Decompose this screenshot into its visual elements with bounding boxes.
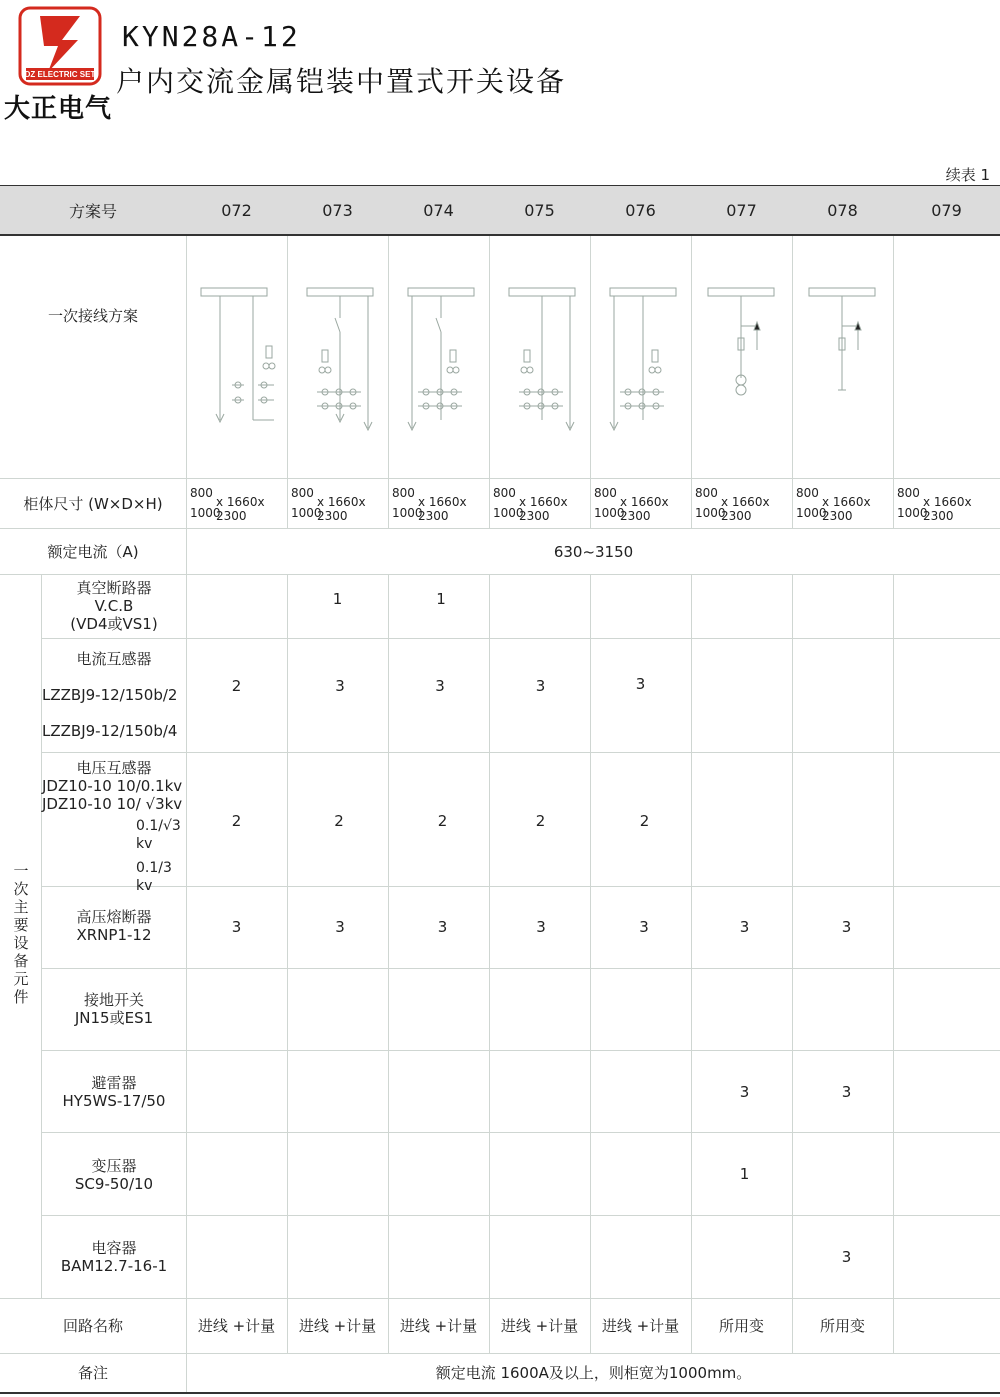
vt-076: 2 (639, 812, 650, 830)
vcb-073: 1 (332, 590, 343, 608)
arrester-078: 3 (841, 1083, 852, 1101)
table-bottom-rule (0, 1392, 1000, 1394)
ct-072: 2 (231, 677, 242, 695)
vt-075: 2 (535, 812, 546, 830)
product-model: KYN28A-12 (122, 20, 301, 53)
vcb-074: 1 (436, 590, 446, 608)
spec-capacitor: 电容器 BAM12.7-16-1 (60, 1239, 168, 1275)
wiring-diagram-078 (792, 240, 893, 476)
circuit-073: 进线 +计量 (298, 1317, 377, 1335)
transformer-077: 1 (739, 1165, 750, 1183)
current-value: 630~3150 (553, 542, 634, 561)
fuse-075: 3 (536, 918, 546, 936)
size-cell: 800 1000 x 1660x 2300 (190, 486, 265, 523)
header-scheme-078: 078 (827, 200, 858, 220)
size-cell: 800 1000 x 1660x 2300 (291, 486, 366, 523)
product-title: 户内交流金属铠装中置式开关设备 (116, 65, 567, 98)
wiring-diagram-074 (388, 240, 489, 476)
spec-transformer: 变压器 SC9-50/10 (74, 1157, 154, 1193)
grid-hline (0, 478, 1000, 479)
wiring-diagram-076 (590, 240, 691, 476)
size-cell: 800 1000 x 1660x 2300 (493, 486, 568, 523)
remark-label: 备注 (77, 1364, 108, 1382)
ct-074: 3 (435, 677, 445, 695)
fuse-073: 3 (335, 918, 345, 936)
spec-arrester: 避雷器 HY5WS-17/50 (62, 1074, 166, 1110)
ct-076: 3 (635, 675, 646, 693)
spec-ct: 电流互感器 LZZBJ9-12/150b/2 LZZBJ9-12/150b/4 (42, 650, 178, 740)
fuse-074: 3 (437, 918, 448, 936)
header-scheme-072: 072 (221, 200, 252, 220)
header-scheme-076: 076 (625, 200, 656, 220)
logo-label: DZ ELECTRIC SET (24, 70, 96, 79)
wiring-diagram-077 (691, 240, 792, 476)
arrester-077: 3 (739, 1083, 750, 1101)
circuit-076: 进线 +计量 (601, 1317, 680, 1335)
header-scheme-075: 075 (524, 200, 555, 220)
header-scheme-label: 方案号 (68, 201, 117, 221)
header-scheme-073: 073 (322, 200, 353, 220)
continuation-label: 续表 1 (945, 166, 990, 184)
circuit-077: 所用变 (718, 1317, 764, 1335)
circuit-072: 进线 +计量 (197, 1317, 276, 1335)
spec-fuse: 高压熔断器 XRNP1-12 (76, 908, 152, 944)
size-cell: 800 1000 x 1660x 2300 (695, 486, 770, 523)
equipment-group-label: 一次主要设备元件 (13, 862, 29, 1006)
circuit-075: 进线 +计量 (500, 1317, 579, 1335)
ct-075: 3 (535, 677, 546, 695)
size-cell: 800 1000 x 1660x 2300 (796, 486, 871, 523)
spec-vt: 电压互感器 JDZ10-10 10/0.1kv JDZ10-10 10/ √3kv 0.1/√3 kv 0.1/3 kv (42, 759, 183, 894)
ct-073: 3 (335, 677, 345, 695)
vt-072: 2 (231, 812, 242, 830)
vt-074: 2 (437, 812, 448, 830)
fuse-078: 3 (841, 918, 852, 936)
fuse-077: 3 (739, 918, 750, 936)
brand-name: 大正电气 (4, 94, 113, 124)
size-cell: 800 1000 x 1660x 2300 (392, 486, 467, 523)
company-logo (18, 6, 102, 86)
header-scheme-079: 079 (931, 200, 962, 220)
spec-vcb: 真空断路器 V.C.B (VD4或VS1) (70, 579, 158, 633)
size-cell: 800 1000 x 1660x 2300 (594, 486, 669, 523)
header-scheme-074: 074 (423, 200, 454, 220)
circuit-label: 回路名称 (62, 1317, 123, 1335)
header-scheme-077: 077 (726, 200, 757, 220)
wiring-diagram-072 (186, 240, 287, 476)
vt-073: 2 (334, 812, 344, 830)
fuse-076: 3 (639, 918, 649, 936)
capacitor-078: 3 (841, 1248, 852, 1266)
size-cell: 800 1000 x 1660x 2300 (897, 486, 972, 523)
spec-earthing-switch: 接地开关 JN15或ES1 (74, 991, 154, 1027)
remark-text: 额定电流 1600A及以上，则柜宽为1000mm。 (435, 1364, 752, 1382)
wiring-diagram-073 (287, 240, 388, 476)
size-label: 柜体尺寸 (W×D×H) (23, 495, 163, 513)
circuit-074: 进线 +计量 (399, 1317, 478, 1335)
fuse-072: 3 (231, 918, 242, 936)
current-label: 额定电流（A) (47, 542, 139, 561)
circuit-078: 所用变 (819, 1317, 865, 1335)
wiring-diagram-075 (489, 240, 590, 476)
wiring-label: 一次接线方案 (47, 307, 138, 325)
